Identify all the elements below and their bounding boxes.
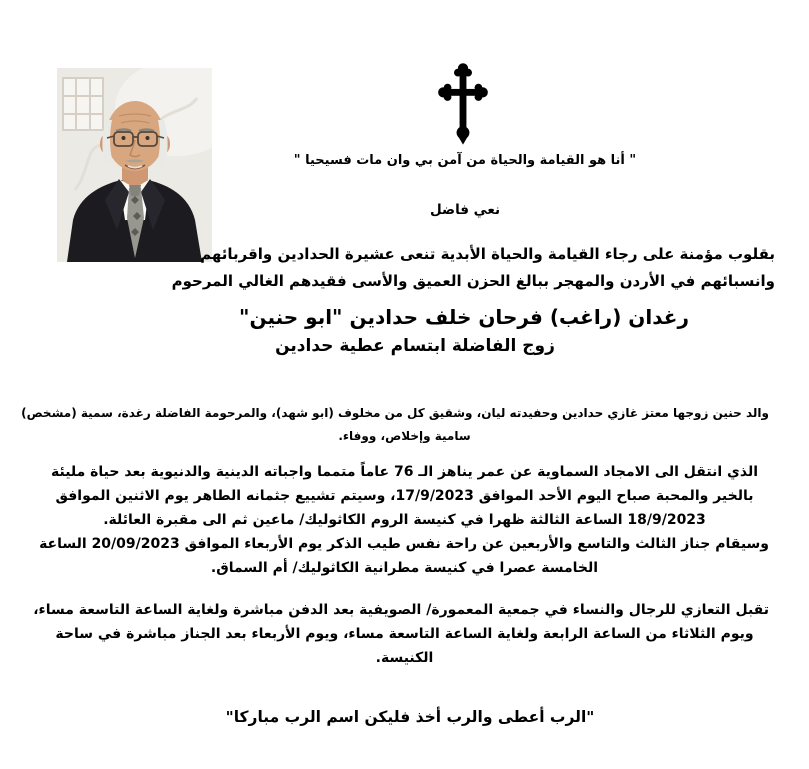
condolences-line: ويوم الثلاثاء من الساعة الرابعة ولغاية الساعة التاسعة مساء، ويوم الأربعاء بعد الجناز مباشرة في ساحة <box>55 626 754 642</box>
condolences-line: الكنيسة. <box>375 650 434 666</box>
closing-scripture: "الرب أعطى والرب أخذ فليكن اسم الرب مباركا" <box>225 708 595 726</box>
announcement-line: بقلوب مؤمنة على رجاء القيامة والحياة الأبدية تنعى عشيرة الحدادين واقربائهم <box>200 245 775 263</box>
announcement-line: وانسبائهم في الأردن والمهجر ببالغ الحزن العميق والأسى فقيدهم الغالي المرحوم <box>171 272 775 290</box>
family-relations <box>21 402 769 448</box>
obituary-title: نعي فاضل <box>429 202 501 218</box>
details-line: 18/9/2023 الساعة الثالثة ظهرا في كنيسة الروم الكاثوليك/ ماعين ثم الى مقبرة العائلة. <box>103 512 706 528</box>
family-line: سامية وإخلاص، ووفاء. <box>338 429 471 443</box>
condolences-line: تقبل التعازي للرجال والنساء في جمعية المعمورة/ الصويفية بعد الدفن مباشرة ولغاية الساعة التاسعة مساء، <box>33 602 769 618</box>
details-line: الخامسة عصرا في كنيسة مطرانية الكاثوليك/ أم السماق. <box>210 560 599 576</box>
family-line: والد حنين زوجها معتز غازي حدادين وحفيدته ليان، وشقيق كل من مخلوف (ابو شهد)، والمرحومة الفاضلة رغدة، سمية (مشخص) <box>21 406 769 420</box>
details-line: بالخير والمحبة صباح اليوم الأحد الموافق 17/9/2023، وسيتم تشييع جثمانه الطاهر يوم الاثنين الموافق <box>55 488 754 504</box>
scripture-quote: " أنا هو القيامة والحياة من آمن بي وان مات فسيحيا " <box>293 153 637 168</box>
budded-cross-icon <box>433 60 493 147</box>
condolences-info <box>33 598 769 670</box>
cross-glyph <box>433 60 493 147</box>
details-line: وسيقام جناز الثالث والتاسع والأربعين عن راحة نفس طيب الذكر يوم الأربعاء الموافق 20/09/2023 الساعة <box>39 536 769 552</box>
details-line: الذي انتقل الى الامجاد السماوية عن عمر يناهز الـ 76 عاماً متمما واجباته الدينية والدنيوية بعد حياة مليئة <box>50 464 758 480</box>
spouse-line: زوج الفاضلة ابتسام عطية حدادين <box>275 336 555 356</box>
family-announcement <box>171 241 775 295</box>
deceased-name: رغدان (راغب) فرحان خلف حدادين "ابو حنين" <box>239 305 689 329</box>
funeral-details <box>40 460 769 580</box>
